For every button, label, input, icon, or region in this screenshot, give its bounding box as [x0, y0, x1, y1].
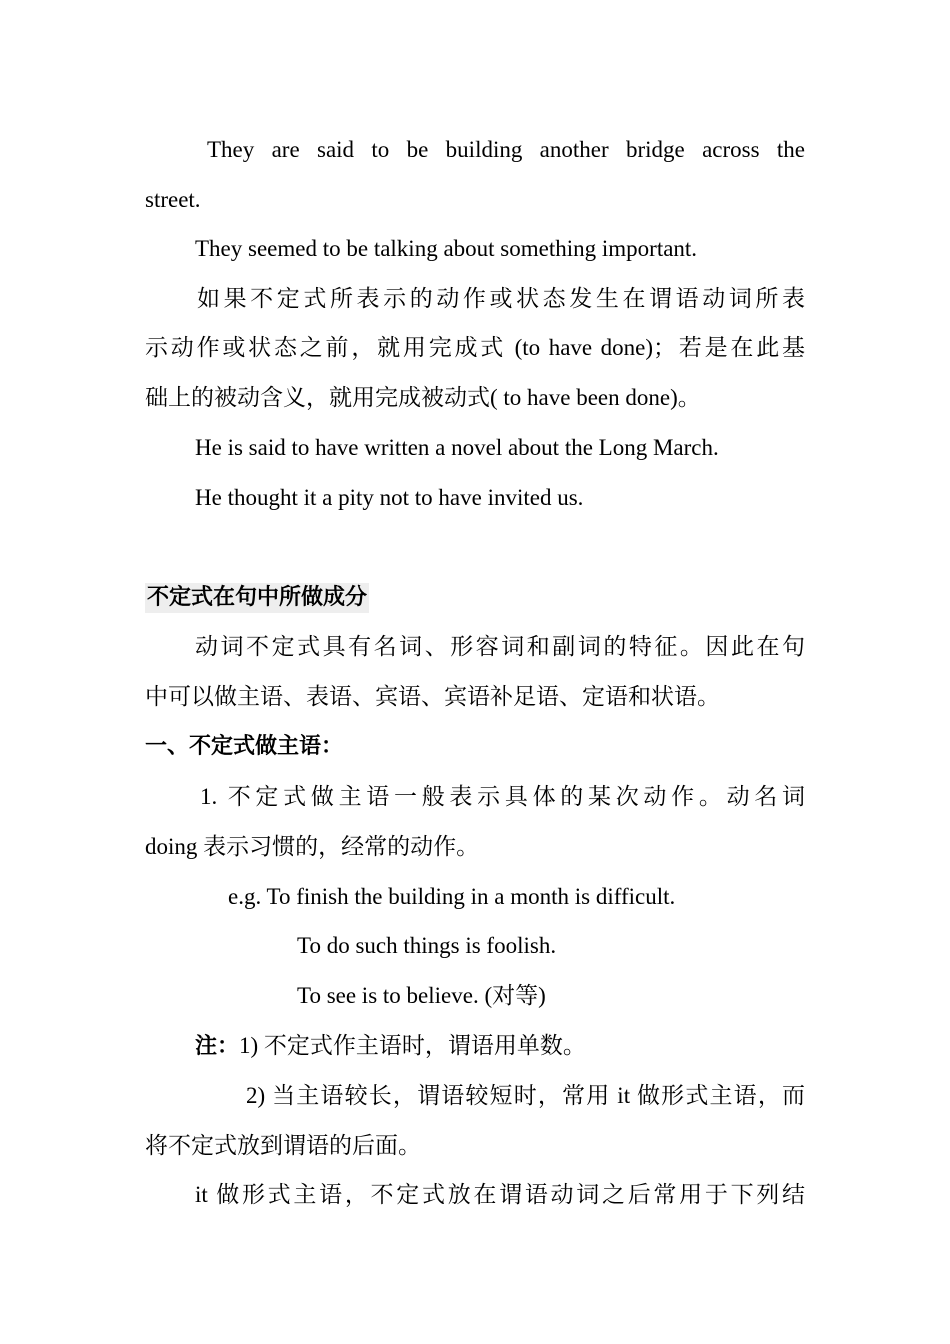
paragraph-line: 1. 不定式做主语一般表示具体的某次动作。动名词: [200, 784, 805, 809]
note-label: 注：: [195, 1034, 240, 1059]
example-sentence: To do such things is foolish.: [297, 933, 557, 958]
paragraph-line: street.: [145, 187, 201, 212]
paragraph-line: 示动作或状态之前，就用完成式 (to have done)；若是在此基: [145, 335, 805, 360]
example-sentence: He thought it a pity not to have invited us.: [195, 485, 584, 510]
paragraph-line: 础上的被动含义，就用完成被动式( to have been done)。: [145, 385, 701, 410]
example-sentence: To see is to believe. (对等): [297, 983, 546, 1008]
paragraph-line: doing 表示习惯的，经常的动作。: [145, 834, 480, 859]
paragraph-line: 中可以做主语、表语、宾语、宾语补足语、定语和状语。: [145, 684, 720, 709]
subsection-heading: 一、不定式做主语：: [145, 734, 344, 759]
paragraph-line: it 做形式主语，不定式放在谓语动词之后常用于下列结: [195, 1182, 805, 1207]
example-sentence: e.g. To finish the building in a month is difficult.: [228, 884, 676, 909]
paragraph-line: 动词不定式具有名词、形容词和副词的特征。因此在句: [195, 634, 805, 659]
section-heading: [145, 583, 805, 613]
note-line: [195, 1031, 855, 1062]
note-text: 1) 不定式作主语时，谓语用单数。: [239, 1033, 586, 1058]
paragraph-line: They are said to be building another bridge across the: [207, 137, 805, 162]
paragraph-line: 将不定式放到谓语的后面。: [145, 1133, 421, 1158]
example-sentence: They seemed to be talking about something important.: [195, 236, 698, 261]
note-line: 2) 当主语较长，谓语较短时，常用 it 做形式主语，而: [246, 1083, 805, 1108]
example-sentence: He is said to have written a novel about the Long March.: [195, 435, 719, 460]
section-heading-text: 不定式在句中所做成分: [145, 583, 369, 613]
paragraph-line: 如果不定式所表示的动作或状态发生在谓语动词所表: [197, 286, 805, 311]
